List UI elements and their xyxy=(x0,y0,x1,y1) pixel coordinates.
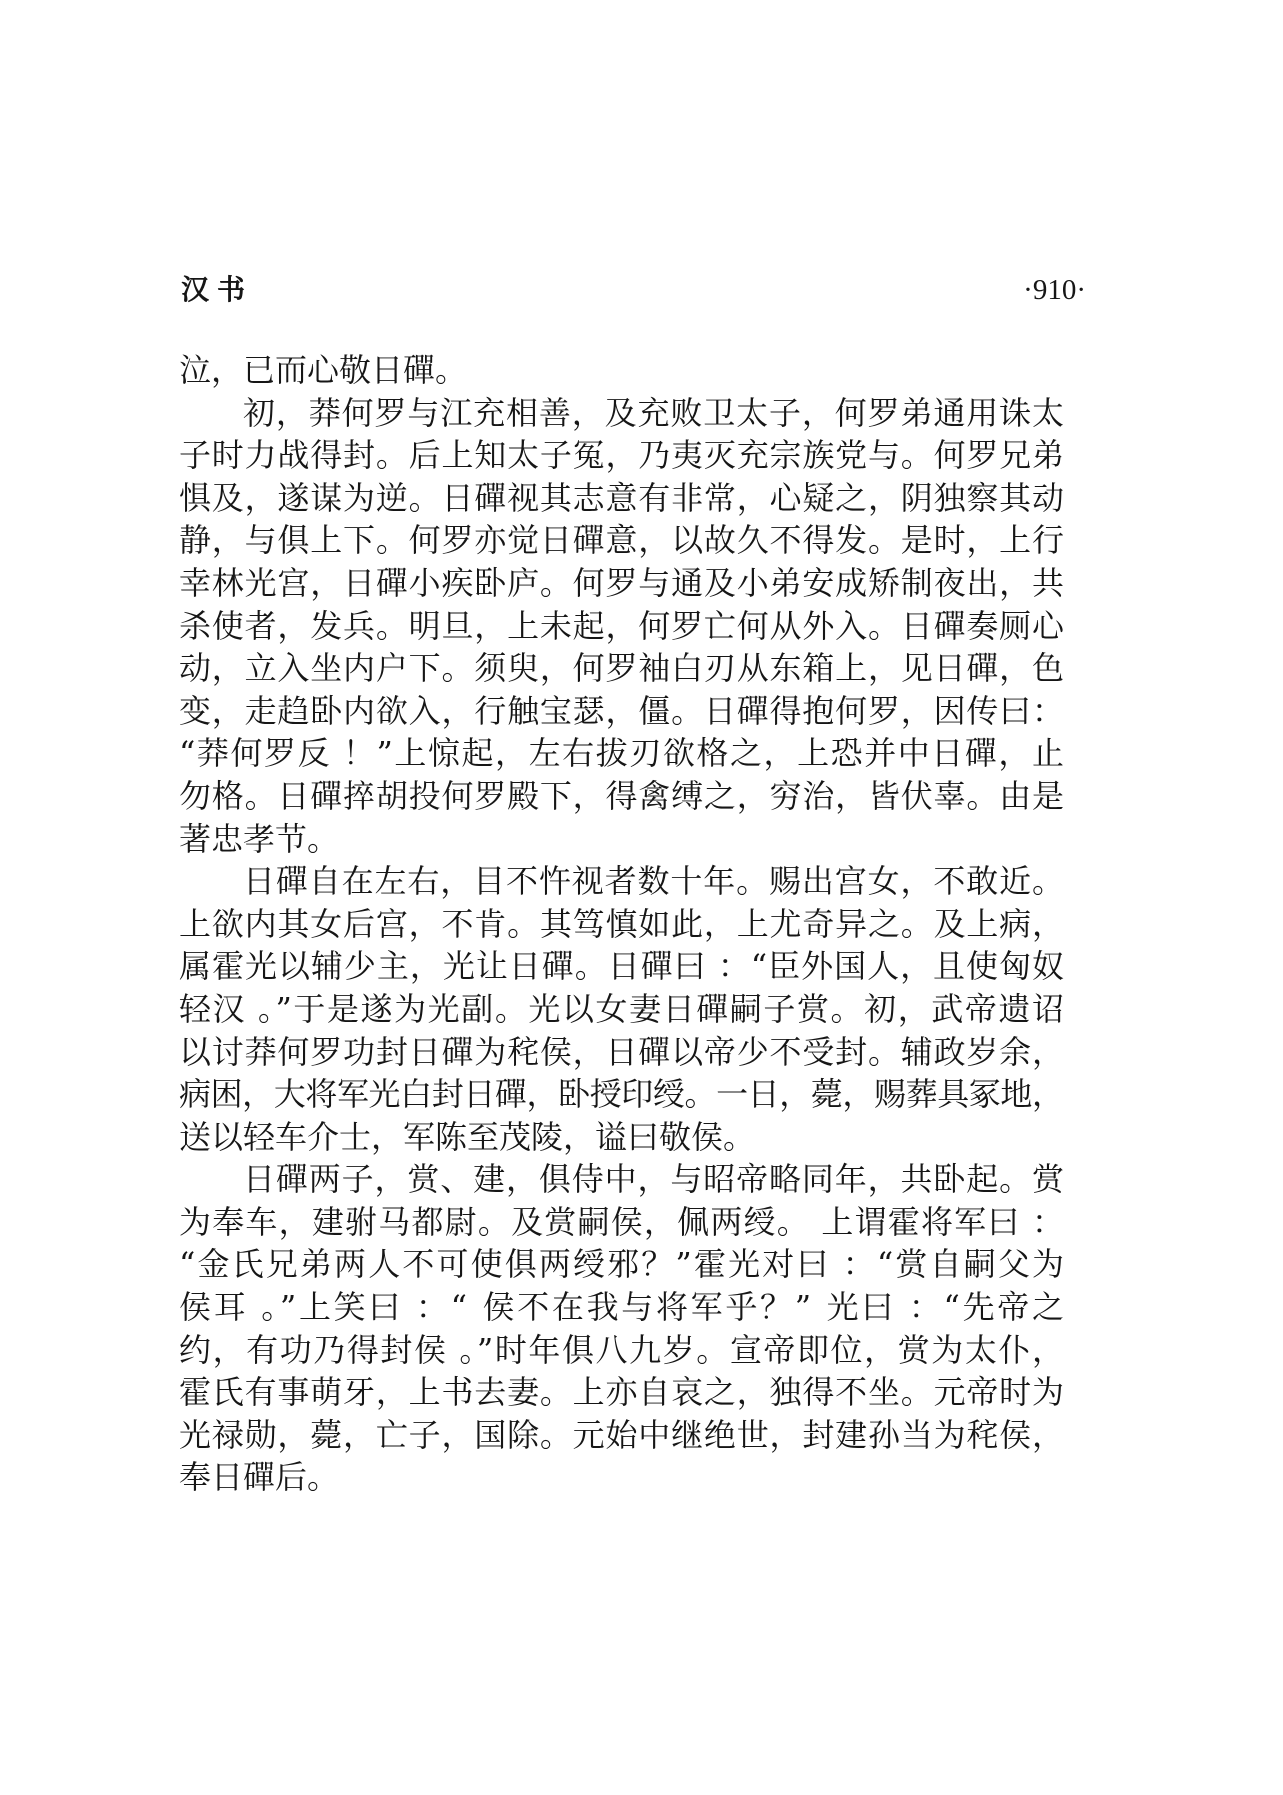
text-line: 惧及，遂谋为逆。日磾视其志意有非常，心疑之，阴独察其动 xyxy=(179,478,1065,517)
text-line: 著忠孝节。 xyxy=(179,819,340,858)
paragraph xyxy=(179,1158,1067,1499)
page-number: ·910· xyxy=(1023,274,1086,306)
text-line: 勿格。日磾捽胡投何罗殿下，得禽缚之，穷治，皆伏辜。由是 xyxy=(179,776,1065,815)
page-header xyxy=(181,270,1086,310)
text-line: 为奉车，建驸马都尉。及赏嗣侯，佩两绶。 上谓霍将军曰 ： xyxy=(179,1202,1066,1241)
text-line: 日磾自在左右，目不忤视者数十年。赐出宫女，不敢近。 xyxy=(243,862,1065,901)
text-line: 约，有功乃得封侯 。”时年俱八九岁。宣帝即位，赏为太仆， xyxy=(179,1330,1066,1369)
text-line: 侯耳 。”上笑曰 ：“ 侯不在我与将军乎？” 光曰 ：“先帝之 xyxy=(179,1288,1067,1327)
text-line: 奉日磾后。 xyxy=(179,1458,340,1497)
running-title: 汉书 xyxy=(181,273,254,306)
text-line: 以讨莽何罗功封日磾为秺侯，日磾以帝少不受封。辅政岁余， xyxy=(179,1032,1065,1071)
text-line: 上欲内其女后宫，不肯。其笃慎如此，上尤奇异之。及上病， xyxy=(179,904,1065,943)
text-line: 霍氏有事萌牙，上书去妻。上亦自哀之，独得不坐。元帝时为 xyxy=(179,1373,1065,1412)
text-line: 泣，已而心敬日磾。 xyxy=(179,351,468,389)
text-line: 日磾两子，赏、建，俱侍中，与昭帝略同年，共卧起。赏 xyxy=(243,1160,1065,1199)
text-line: 病困，大将军光白封日磾，卧授印绶。一日，薨，赐葬具冢地， xyxy=(179,1075,1064,1114)
text-line: “金氏兄弟两人不可使俱两绶邪？”霍光对曰 ：“赏自嗣父为 xyxy=(179,1245,1067,1284)
text-line: “莽何罗反 ！”上惊起，左右拔刃欲格之，上恐并中日磾，止 xyxy=(179,734,1066,773)
paragraph xyxy=(179,349,1064,392)
paragraph xyxy=(179,392,1064,861)
text-line: 静，与俱上下。何罗亦觉日磾意，以故久不得发。是时，上行 xyxy=(179,521,1065,560)
text-line: 送以轻车介士，军陈至茂陵，谥曰敬侯。 xyxy=(179,1117,756,1156)
text-line: 光禄勋，薨，亡子，国除。元始中继绝世，封建孙当为秺侯， xyxy=(179,1415,1065,1454)
text-line: 属霍光以辅少主，光让日磾。日磾曰 ：“臣外国人，且使匈奴 xyxy=(179,947,1065,986)
text-line: 轻汉 。”于是遂为光副。光以女妻日磾嗣子赏。初，武帝遗诏 xyxy=(179,989,1066,1028)
text-line: 变，走趋卧内欲入，行触宝瑟，僵。日磾得抱何罗，因传曰： xyxy=(179,691,1065,730)
text-line: 子时力战得封。后上知太子冤，乃夷灭充宗族党与。何罗兄弟 xyxy=(179,436,1065,475)
text-line: 幸林光宫，日磾小疾卧庐。何罗与通及小弟安成矫制夜出，共 xyxy=(179,563,1065,602)
text-line: 杀使者，发兵。明旦，上未起，何罗亡何从外入。日磾奏厕心 xyxy=(179,606,1065,645)
text-line: 动，立入坐内户下。须臾，何罗袖白刃从东箱上，见日磾，色 xyxy=(179,649,1065,688)
text-line: 初，莽何罗与江充相善，及充败卫太子，何罗弟通用诛太 xyxy=(243,393,1065,432)
paragraph xyxy=(179,860,1064,1158)
body-text xyxy=(179,349,1067,1499)
